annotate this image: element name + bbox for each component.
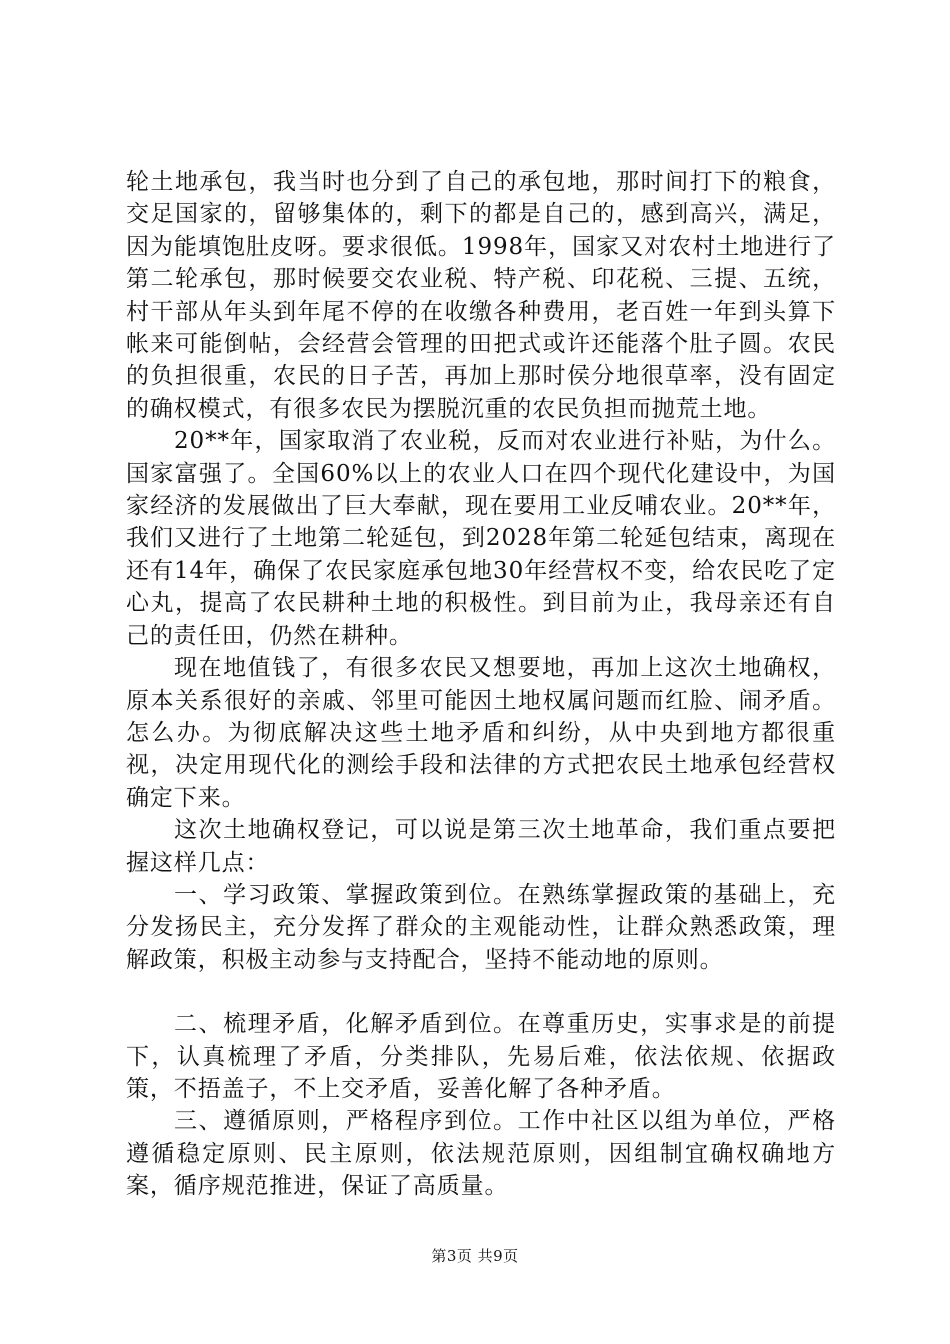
document-body [126,166,836,1203]
paragraph-1: 轮土地承包，我当时也分到了自己的承包地，那时间打下的粮食，交足国家的，留够集体的，剩下的都是自己的，感到高兴，满足，因为能填饱肚皮呀。要求很低。1998年，国家又对农村土地进行了第二轮承包，那时候要交农业税、特产税、印花税、三提、五统，村干部从年头到年尾不停的在收缴各种费用，老百姓一年到头算下帐来可能倒帖，会经营会管理的田把式或许还能落个肚子圆。农民的负担很重，农民的日子苦，再加上那时侯分地很草率，没有固定的确权模式，有很多农民为摆脱沉重的农民负担而抛荒土地。 [126,169,836,422]
paragraph-4: 这次土地确权登记，可以说是第三次土地革命，我们重点要把握这样几点： [126,817,836,876]
paragraph-3: 现在地值钱了，有很多农民又想要地，再加上这次土地确权，原本关系很好的亲戚、邻里可能因土地权属问题而红脸、闹矛盾。怎么办。为彻底解决这些土地矛盾和纠纷，从中央到地方都很重视，决定用现代化的测绘手段和法律的方式把农民土地承包经营权确定下来。 [126,655,836,811]
paragraph-7: 三、遵循原则，严格程序到位。工作中社区以组为单位，严格遵循稳定原则、民主原则，依法规范原则，因组制宜确权确地方案，循序规范推进，保证了高质量。 [126,1108,836,1200]
paragraph-5: 一、学习政策、掌握政策到位。在熟练掌握政策的基础上，充分发扬民主，充分发挥了群众的主观能动性，让群众熟悉政策，理解政策，积极主动参与支持配合，坚持不能动地的原则。 [126,881,836,973]
paragraph-6: 二、梳理矛盾，化解矛盾到位。在尊重历史，实事求是的前提下，认真梳理了矛盾，分类排队，先易后难，依法依规、依据政策，不捂盖子，不上交矛盾，妥善化解了各种矛盾。 [126,1011,836,1102]
page-footer: 第3页 共9页 [431,1247,519,1265]
paragraph-2: 20**年，国家取消了农业税，反而对农业进行补贴，为什么。国家富强了。全国60%以上的农业人口在四个现代化建设中，为国家经济的发展做出了巨大奉献，现在要用工业反哺农业。20**年，我们又进行了土地第二轮延包，到2028年第二轮延包结束，离现在还有14年，确保了农民家庭承包地30年经营权不变，给农民吃了定心丸，提高了农民耕种土地的积极性。到目前为止，我母亲还有自己的责任田，仍然在耕种。 [126,428,836,649]
